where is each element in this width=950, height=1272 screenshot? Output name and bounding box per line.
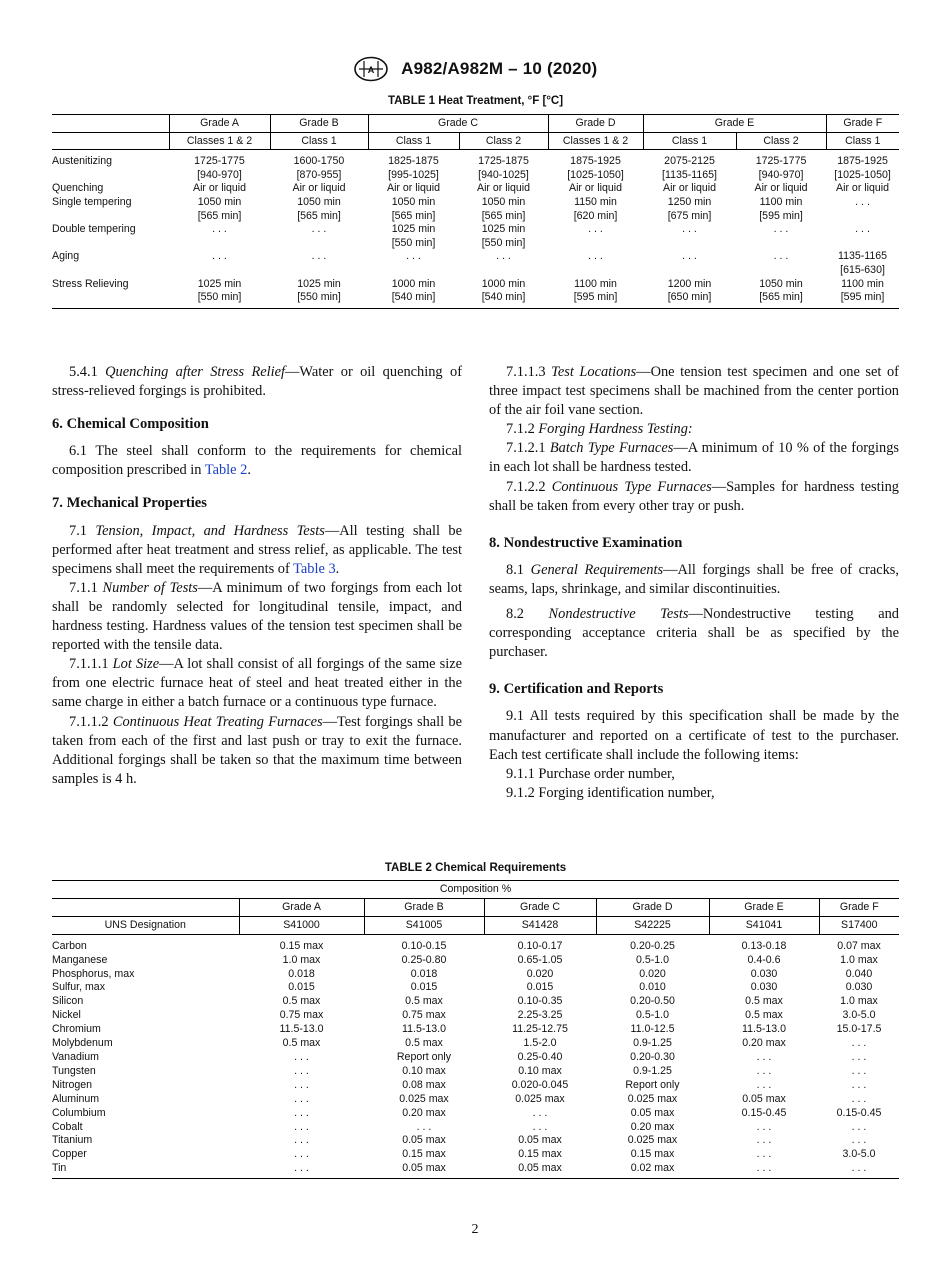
table-cell: Air or liquid	[836, 182, 890, 195]
table2-grade-row	[52, 898, 899, 916]
table-cell: 0.010	[639, 981, 666, 994]
table-cell: . . .	[851, 1078, 867, 1091]
table1-class-header: Class 1	[368, 132, 459, 150]
table-cell: . . .	[294, 1064, 309, 1077]
table-cell: 0.9-1.25	[633, 1037, 672, 1050]
para-5-4-1	[52, 363, 462, 401]
uns-cell: S17400	[819, 916, 899, 934]
para-text: —Test forgings shall be taken from each of the first and last push or tray to exit the furnace. Additional forgings shall be taken so that the maximum time between samples is 4 h.	[52, 713, 462, 787]
table-cell: 0.15-0.45	[741, 1106, 787, 1119]
row-label: Aging	[52, 250, 80, 263]
table-cell: 0.15 max	[279, 939, 324, 952]
table-cell: 1875-1925 [1025-1050]	[834, 155, 891, 181]
row-label: Columbium	[52, 1106, 106, 1119]
para-text: —Samples for hardness testing shall be taken from every other tray or push.	[489, 478, 899, 514]
table-cell: 0.020	[639, 967, 666, 980]
table-cell: 1725-1775 [940-970]	[194, 155, 245, 181]
table-cell: 1600-1750 [870-955]	[293, 155, 345, 181]
table1-class-header: Class 2	[459, 132, 548, 150]
table-cell: 0.75 max	[402, 1009, 446, 1022]
para-6-1	[52, 442, 462, 480]
para-text: —All forgings shall be free of cracks, seams, laps, shrinkage, and similar discontinuities.	[489, 561, 899, 597]
table-cell: . . .	[756, 1050, 772, 1063]
table-cell: 0.025 max	[399, 1092, 449, 1105]
table-cell: . . .	[496, 250, 511, 263]
table-cell: 1100 min [595 min]	[573, 277, 618, 304]
table-row	[52, 1009, 899, 1023]
para-number: 5.4.1	[69, 364, 98, 380]
table-cell: 0.05 max	[742, 1092, 786, 1105]
table-cell: . . .	[773, 250, 789, 263]
table2-grade-header: Grade A	[239, 898, 364, 916]
table-row	[52, 223, 899, 250]
table-row	[52, 1093, 899, 1107]
table2-corner	[52, 898, 239, 916]
table-cell: 0.07 max	[837, 939, 881, 952]
para-text: —Water or oil quenching of stress-relieved forgings is prohibited.	[52, 364, 462, 400]
table-cell: 1.0 max	[840, 953, 878, 966]
para-9-1: 9.1 All tests required by this specification shall be made by the manufacturer and reported on a certificate of test to the purchaser. Each test certificate shall include the following items:	[489, 708, 899, 763]
table1-class-row	[52, 132, 899, 150]
uns-cell: S41041	[709, 916, 819, 934]
table-cell: 1000 min [540 min]	[481, 277, 526, 304]
table-cell: . . .	[756, 1064, 772, 1077]
page-header	[0, 56, 950, 82]
section-6-heading: 6. Chemical Composition	[52, 416, 209, 433]
table-cell: 0.15 max	[630, 1148, 675, 1161]
table2-chemical-requirements	[52, 880, 899, 1179]
para-title: Quenching after Stress Relief	[105, 364, 285, 380]
table-cell: 0.20 max	[742, 1037, 786, 1050]
table-cell: 1050 min [565 min]	[297, 195, 341, 222]
table1-class-header: Class 1	[270, 132, 368, 150]
table-cell: 0.015	[410, 981, 438, 994]
table-cell: 1725-1775 [940-970]	[755, 155, 807, 181]
table-cell: . . .	[406, 250, 421, 263]
table-cell: 1050 min [565 min]	[759, 277, 803, 304]
table-cell: 1150 min [620 min]	[573, 195, 618, 222]
para-number: 7.1.2	[506, 421, 535, 438]
para-9-1-1: 9.1.1 Purchase order number,	[506, 765, 675, 782]
table-cell: 0.10-0.35	[517, 995, 563, 1008]
para-title: Nondestructive Tests	[548, 606, 689, 623]
table-cell: 0.20 max	[402, 1106, 446, 1119]
section-8-heading: 8. Nondestructive Examination	[489, 534, 683, 551]
table-cell: 0.9-1.25	[633, 1064, 672, 1077]
para-7-1-1-2	[52, 713, 462, 789]
row-label: Nickel	[52, 1009, 81, 1022]
para-7-1-1-3	[489, 363, 899, 420]
table-cell: Air or liquid	[477, 182, 530, 195]
table2-composition-row	[52, 881, 899, 899]
table-cell: 1025 min [550 min]	[481, 223, 526, 249]
row-label: Copper	[52, 1148, 87, 1161]
table-cell: 0.20-0.25	[630, 939, 675, 952]
table-cell: 0.5 max	[745, 1009, 783, 1022]
table-cell: 1825-1875 [995-1025]	[388, 155, 439, 181]
table-cell: . . .	[682, 223, 697, 236]
table1-caption: TABLE 1 Heat Treatment, °F [°C]	[387, 95, 564, 107]
table-cell: 2075-2125 [1135-1165]	[662, 155, 717, 181]
para-text: 6.1 The steel shall conform to the requirements for chemical composition prescribed in	[52, 443, 462, 479]
table-cell: . . .	[294, 1106, 309, 1119]
table-cell: . . .	[773, 223, 789, 236]
table-cell: 0.025 max	[627, 1134, 678, 1147]
table-cell: 0.5-1.0	[636, 1009, 669, 1022]
table1-class-header: Class 1	[826, 132, 899, 150]
table-cell: 0.05 max	[402, 1162, 446, 1175]
para-7-1-1-1	[52, 655, 462, 712]
table-cell: 0.13-0.18	[741, 939, 787, 952]
table-row	[52, 1051, 899, 1065]
para-title: Test Locations	[551, 364, 637, 380]
table-cell: . . .	[588, 250, 603, 263]
table-cell: 1875-1925 [1025-1050]	[567, 155, 624, 181]
table-cell: . . .	[851, 1134, 867, 1147]
table-cell: 0.030	[750, 981, 778, 994]
table-cell: Air or liquid	[387, 182, 440, 195]
right-text-column	[489, 363, 899, 803]
table-cell: 0.025 max	[515, 1092, 565, 1105]
para-title: Tension, Impact, and Hardness Tests	[95, 522, 325, 539]
para-number: 7.1.1.2	[69, 713, 109, 730]
para-title: Continuous Type Furnaces	[551, 478, 712, 495]
table-row	[52, 278, 899, 309]
table2-grade-header: Grade C	[484, 898, 596, 916]
table-cell: . . .	[532, 1106, 548, 1119]
para-text: —A lot shall consist of all forgings of the same size from one electric furnace heat of steel and heat treated either in the same charge in either a batch furnace or a continuous type furnace.	[52, 656, 462, 711]
table-cell: 1025 min [550 min]	[197, 277, 242, 304]
table-cell: 0.05 max	[402, 1134, 446, 1147]
table-cell: 0.10 max	[402, 1064, 446, 1077]
table-cell: 0.020	[526, 967, 554, 980]
table-row	[52, 981, 899, 995]
para-title: Number of Tests	[102, 579, 198, 596]
table-cell: 0.75 max	[279, 1009, 324, 1022]
table-cell: 0.10-0.17	[517, 939, 563, 952]
para-number: 7.1.1.1	[69, 656, 109, 673]
para-title: Forging Hardness Testing:	[538, 421, 693, 438]
table-cell: 11.5-13.0	[279, 1023, 324, 1036]
table-row	[52, 1121, 899, 1135]
table-cell: 11.0-12.5	[630, 1023, 675, 1036]
left-text-column	[52, 363, 462, 789]
table2-grade-header: Grade E	[709, 898, 819, 916]
table-cell: 0.15-0.45	[836, 1106, 882, 1119]
table1-class-header: Class 2	[736, 132, 826, 150]
uns-cell: S41428	[484, 916, 596, 934]
table-cell: 11.25-12.75	[512, 1023, 568, 1036]
uns-label: UNS Designation	[52, 916, 239, 934]
table-cell: . . .	[756, 1078, 772, 1091]
table-row	[52, 1148, 899, 1162]
uns-cell: S41000	[239, 916, 364, 934]
table-cell: 0.05 max	[518, 1134, 562, 1147]
astm-logo-icon	[353, 56, 389, 82]
table-row	[52, 250, 899, 277]
table-cell: 0.5 max	[282, 1037, 321, 1050]
table1-grade-header: Grade D	[548, 115, 643, 133]
row-label: Double tempering	[52, 223, 136, 236]
para-number: 8.1	[506, 561, 524, 578]
section-7-heading: 7. Mechanical Properties	[52, 495, 207, 512]
table-cell: . . .	[851, 1120, 867, 1133]
table-cell: 0.65-1.05	[517, 953, 563, 966]
table-cell: . . .	[855, 223, 870, 236]
para-end: .	[335, 560, 340, 577]
table-cell: 2.25-3.25	[517, 1009, 563, 1022]
table-cell: 0.015	[526, 981, 554, 994]
table1-corner	[52, 132, 169, 150]
row-label: Titanium	[52, 1134, 93, 1147]
table-cell: 0.025 max	[627, 1092, 678, 1105]
row-label: Austenitizing	[52, 155, 113, 168]
para-7-1-1	[52, 579, 462, 655]
table-cell: . . .	[851, 1064, 867, 1077]
table-cell: 1100 min [595 min]	[840, 277, 885, 304]
table-cell: 0.015	[288, 981, 315, 994]
table-row	[52, 968, 899, 982]
section-9-heading: 9. Certification and Reports	[489, 681, 664, 698]
table-cell: . . .	[294, 1078, 309, 1091]
table-cell: Air or liquid	[292, 182, 346, 195]
table-row	[52, 182, 899, 196]
table-cell: . . .	[294, 1162, 309, 1175]
table-cell: . . .	[851, 1162, 867, 1175]
table-cell: Air or liquid	[193, 182, 246, 195]
table-cell: 1250 min [675 min]	[667, 195, 712, 222]
table-cell: 0.5 max	[282, 995, 321, 1008]
table1-grade-header: Grade F	[826, 115, 899, 133]
table-cell: 0.25-0.40	[517, 1050, 563, 1063]
table2-uns-row	[52, 916, 899, 934]
row-label: Single tempering	[52, 195, 132, 208]
table-cell: 0.020-0.045	[511, 1078, 569, 1091]
table-row	[52, 1134, 899, 1148]
table-cell: 1.0 max	[282, 953, 321, 966]
table-cell: . . .	[851, 1050, 867, 1063]
para-text: —A minimum of two forgings from each lot shall be randomly selected for longitudinal tensile, impact, and hardness testing. Hardness values of the tension test specimen shall be reported with the tensile data.	[52, 579, 462, 654]
row-label: Vanadium	[52, 1050, 99, 1063]
para-8-2	[489, 605, 899, 662]
uns-cell: S42225	[596, 916, 709, 934]
table-cell: . . .	[756, 1162, 772, 1175]
table-cell: 0.5 max	[405, 995, 443, 1008]
table-cell: 1200 min [650 min]	[667, 277, 712, 304]
table-cell: . . .	[212, 250, 227, 263]
composition-header: Composition %	[52, 881, 899, 899]
table1-grade-header: Grade E	[643, 115, 826, 133]
table-row	[52, 196, 899, 223]
table-cell: 0.018	[288, 967, 315, 980]
table-cell: 1050 min [565 min]	[481, 195, 526, 222]
para-title: General Requirements	[530, 561, 664, 578]
table-cell: 11.5-13.0	[402, 1023, 446, 1036]
para-title: Continuous Heat Treating Furnaces	[112, 713, 323, 730]
table1-heat-treatment	[52, 114, 899, 309]
table-cell: 1100 min [595 min]	[759, 195, 803, 222]
uns-cell: S41005	[364, 916, 484, 934]
table-cell: . . .	[416, 1120, 432, 1133]
para-number: 7.1	[69, 522, 87, 539]
table-cell: Air or liquid	[754, 182, 808, 195]
table-cell: 0.15 max	[518, 1148, 562, 1161]
table-cell: 11.5-13.0	[742, 1023, 786, 1036]
table-cell: 0.25-0.80	[401, 953, 447, 966]
para-text: —All testing shall be performed after heat treatment and stress relief, as applicable. The test specimens shall meet the requirements of	[52, 522, 462, 577]
table2-grade-header: Grade F	[819, 898, 899, 916]
para-7-1	[52, 522, 462, 579]
table-cell: Report only	[396, 1050, 452, 1063]
para-number: 7.1.2.2	[506, 478, 546, 495]
para-8-1	[489, 561, 899, 599]
table-cell: 1.0 max	[840, 995, 878, 1008]
table-cell: . . .	[756, 1134, 772, 1147]
table-cell: 0.20-0.50	[630, 995, 675, 1008]
para-number: 7.1.1.3	[506, 364, 546, 380]
table2-grade-header: Grade D	[596, 898, 709, 916]
para-7-1-2-1	[489, 439, 899, 477]
table-row	[52, 1023, 899, 1037]
row-label: Manganese	[52, 953, 108, 966]
table1-class-header: Class 1	[643, 132, 736, 150]
table-cell: 15.0-17.5	[836, 1023, 882, 1036]
row-label: Chromium	[52, 1023, 101, 1036]
table-cell: . . .	[311, 223, 327, 236]
row-label: Stress Relieving	[52, 277, 129, 290]
para-title: Batch Type Furnaces	[549, 440, 674, 457]
table-cell: 0.040	[845, 967, 873, 980]
table-cell: . . .	[756, 1120, 772, 1133]
table-cell: . . .	[294, 1092, 309, 1105]
table-cell: 0.5 max	[745, 995, 783, 1008]
table-cell: 1.5-2.0	[523, 1037, 557, 1050]
table1-grade-header: Grade A	[169, 115, 270, 133]
row-label: Nitrogen	[52, 1078, 93, 1091]
document-designation: A982/A982M – 10 (2020)	[401, 59, 598, 78]
table-row	[52, 150, 899, 183]
para-7-1-2	[489, 420, 899, 439]
row-label: Sulfur, max	[52, 981, 105, 994]
table-cell: 3.0-5.0	[842, 1009, 876, 1022]
table-cell: 1025 min [550 min]	[297, 277, 341, 304]
para-7-1-2-2	[489, 478, 899, 516]
table-cell: . . .	[311, 250, 327, 263]
table-cell: . . .	[855, 195, 870, 208]
table1-class-header: Classes 1 & 2	[169, 132, 270, 150]
table2-grade-header: Grade B	[364, 898, 484, 916]
para-text: —One tension test specimen and one set of three impact test specimens shall be machined from the center portion of the air foil vane section.	[489, 364, 899, 419]
row-label: Phosphorus, max	[52, 967, 135, 980]
table-cell: 0.15 max	[402, 1148, 446, 1161]
table-cell: . . .	[294, 1148, 309, 1161]
row-label: Cobalt	[52, 1120, 83, 1133]
table-cell: . . .	[851, 1092, 867, 1105]
table-cell: Air or liquid	[569, 182, 623, 195]
table-cell: . . .	[294, 1120, 309, 1133]
row-label: Carbon	[52, 939, 87, 952]
table-row	[52, 934, 899, 953]
table-cell: 0.10-0.15	[401, 939, 447, 952]
table-cell: 0.4-0.6	[747, 953, 781, 966]
table1-grade-header: Grade B	[270, 115, 368, 133]
table-cell: 0.05 max	[630, 1106, 675, 1119]
para-number: 7.1.1	[69, 579, 98, 596]
table2-link[interactable]: Table 2	[204, 462, 248, 479]
table-cell: 1050 min [565 min]	[197, 195, 242, 222]
table-cell: 1025 min [550 min]	[391, 223, 436, 249]
table-cell: . . .	[212, 223, 227, 236]
table-cell: 0.20-0.30	[630, 1050, 675, 1063]
table-cell: 0.10 max	[518, 1064, 562, 1077]
table-cell: 1050 min [565 min]	[391, 195, 436, 222]
para-number: 8.2	[506, 606, 524, 623]
table-cell: . . .	[294, 1050, 309, 1063]
table-cell: 0.5-1.0	[636, 953, 669, 966]
table-row	[52, 1162, 899, 1178]
table-cell: 1000 min [540 min]	[391, 277, 436, 304]
table-row	[52, 1037, 899, 1051]
svg-text:A: A	[367, 65, 374, 75]
table-cell: 0.05 max	[518, 1162, 562, 1175]
para-9-1-2: 9.1.2 Forging identification number,	[506, 784, 715, 801]
table-cell: Report only	[625, 1078, 680, 1091]
table1-corner	[52, 115, 169, 133]
page-number: 2	[471, 1222, 479, 1237]
table-cell: 3.0-5.0	[842, 1148, 876, 1161]
table-cell: . . .	[756, 1148, 772, 1161]
table-cell: 1135-1165 [615-630]	[837, 250, 888, 276]
row-label: Quenching	[52, 182, 104, 195]
table-cell: 0.02 max	[630, 1162, 675, 1175]
para-number: 7.1.2.1	[506, 440, 546, 457]
table-row	[52, 995, 899, 1009]
para-end: .	[247, 462, 251, 479]
row-label: Molybdenum	[52, 1037, 113, 1050]
table-cell: 0.20 max	[630, 1120, 675, 1133]
row-label: Aluminum	[52, 1092, 100, 1105]
row-label: Tungsten	[52, 1064, 96, 1077]
table-cell: . . .	[851, 1037, 867, 1050]
para-title: Lot Size	[112, 656, 160, 673]
table-cell: 0.5 max	[405, 1037, 443, 1050]
table1-grade-header: Grade C	[368, 115, 548, 133]
table-cell: 1725-1875 [940-1025]	[478, 155, 529, 181]
table-cell: 0.030	[845, 981, 873, 994]
table-cell: 0.030	[750, 967, 778, 980]
table-cell: . . .	[682, 250, 697, 263]
table-row	[52, 954, 899, 968]
table-row	[52, 1107, 899, 1121]
table-cell: . . .	[588, 223, 603, 236]
row-label: Silicon	[52, 995, 84, 1008]
table-cell: . . .	[532, 1120, 548, 1133]
table3-link[interactable]: Table 3	[293, 560, 336, 577]
table1-class-header: Classes 1 & 2	[548, 132, 643, 150]
table1-grade-row	[52, 115, 899, 133]
row-label: Tin	[52, 1162, 67, 1175]
table-cell: 0.018	[410, 967, 438, 980]
table-cell: 0.08 max	[402, 1078, 446, 1091]
para-text: —Nondestructive testing and corresponding acceptance criteria shall be as specified by the purchaser.	[489, 606, 899, 661]
table-cell: . . .	[294, 1134, 309, 1147]
table-row	[52, 1079, 899, 1093]
para-text: —A minimum of 10 % of the forgings in each lot shall be hardness tested.	[489, 440, 899, 476]
table-row	[52, 1065, 899, 1079]
table2-caption: TABLE 2 Chemical Requirements	[384, 862, 567, 874]
table-cell: Air or liquid	[663, 182, 717, 195]
